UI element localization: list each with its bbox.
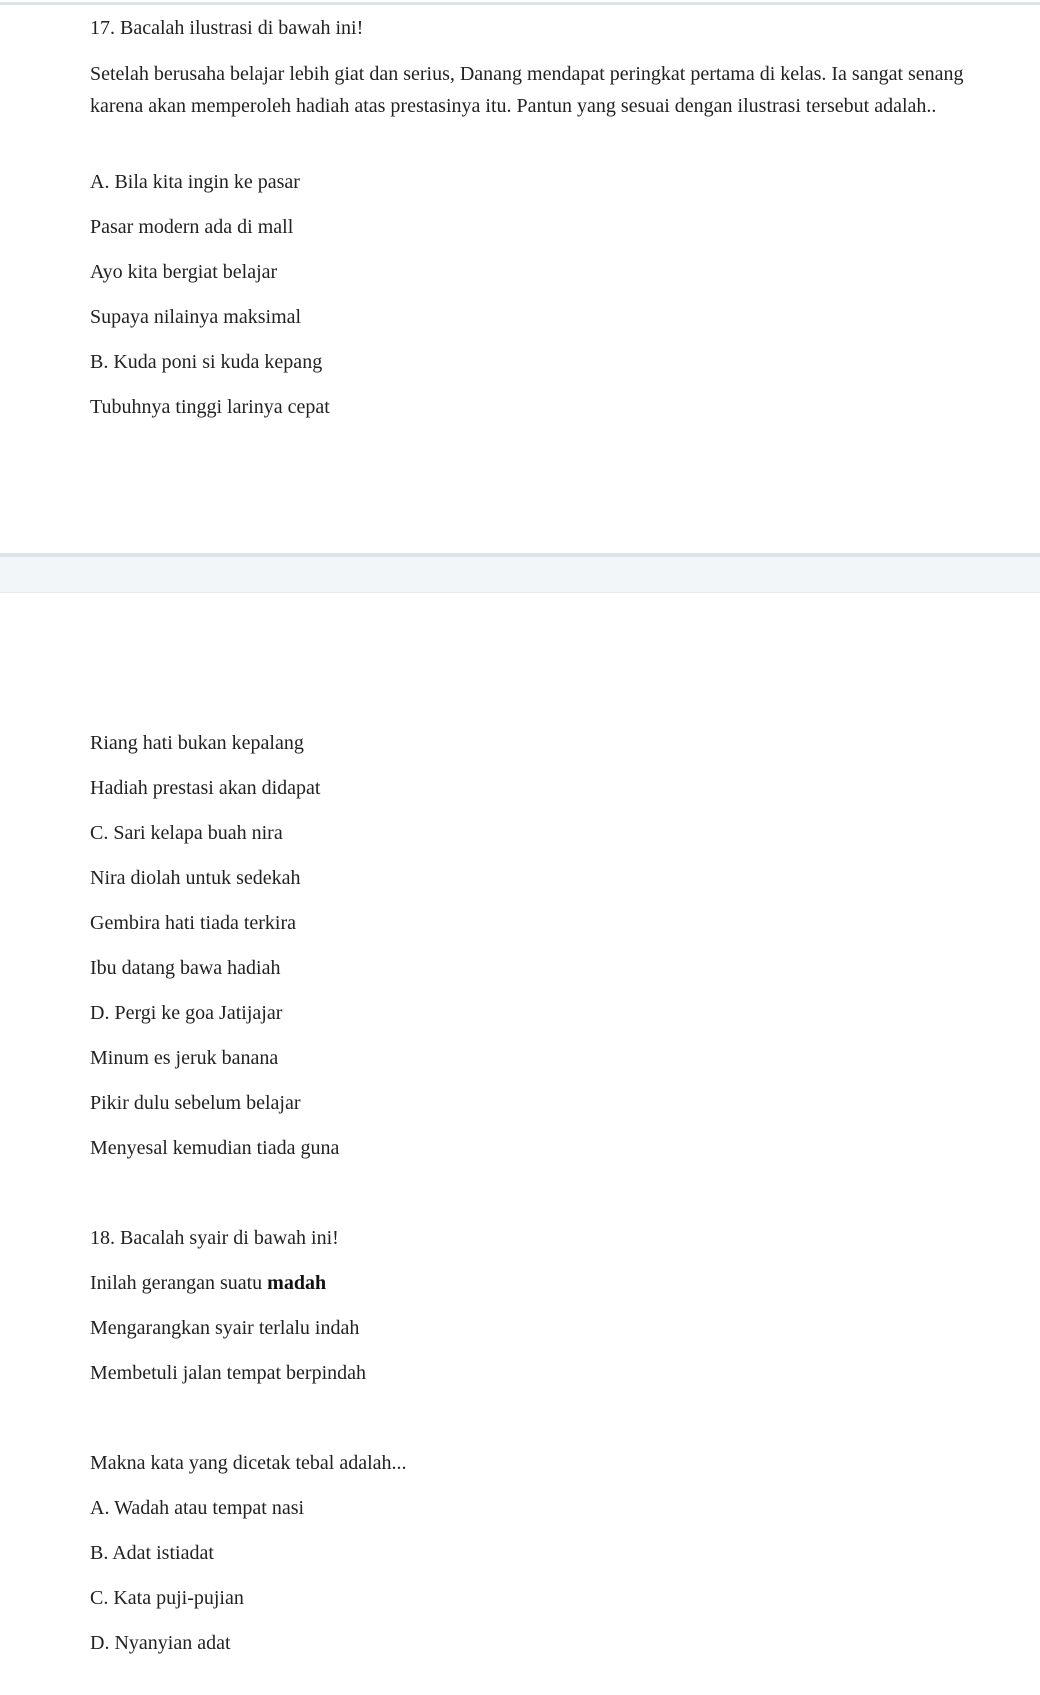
q18-option-a: A. Wadah atau tempat nasi <box>90 1497 305 1519</box>
q18-question: Makna kata yang dicetak tebal adalah... <box>90 1452 407 1474</box>
page-break-band <box>0 553 1040 593</box>
q17-option-c-line4: Ibu datang bawa hadiah <box>90 957 281 979</box>
q17-header: 17. Bacalah ilustrasi di bawah ini! <box>90 17 364 39</box>
top-rule <box>0 2 1040 5</box>
q17-option-c-line3: Gembira hati tiada terkira <box>90 912 297 934</box>
q17-option-b-line2: Tubuhnya tinggi larinya cepat <box>90 396 330 418</box>
q17-option-d-line4: Menyesal kemudian tiada guna <box>90 1137 340 1159</box>
q18-option-c: C. Kata puji-pujian <box>90 1587 244 1609</box>
q17-option-b-line3: Riang hati bukan kepalang <box>90 732 304 754</box>
q18-bold-word: madah <box>267 1272 327 1294</box>
q17-option-d-line2: Minum es jeruk banana <box>90 1047 279 1069</box>
q17-option-c-line2: Nira diolah untuk sedekah <box>90 867 301 889</box>
q17-option-b-line4: Hadiah prestasi akan didapat <box>90 777 321 799</box>
q18-poem-line1 <box>90 1269 326 1297</box>
q18-option-d: D. Nyanyian adat <box>90 1632 231 1654</box>
q17-option-b-line1: B. Kuda poni si kuda kepang <box>90 351 323 373</box>
q18-header: 18. Bacalah syair di bawah ini! <box>90 1227 339 1249</box>
q17-option-a-line3: Ayo kita bergiat belajar <box>90 261 278 283</box>
q17-option-d-line3: Pikir dulu sebelum belajar <box>90 1092 301 1114</box>
q17-option-a-line1: A. Bila kita ingin ke pasar <box>90 171 300 193</box>
q18-poem-line1-text: Inilah gerangan suatu <box>90 1272 263 1294</box>
q17-option-d-line1: D. Pergi ke goa Jatijajar <box>90 1002 283 1024</box>
q17-paragraph: Setelah berusaha belajar lebih giat dan serius, Danang mendapat peringkat pertama di kelas. Ia sangat senang karena akan memperoleh hadiah atas prestasinya itu. Pantun yang sesuai dengan ilustrasi tersebut adalah.. <box>90 63 964 117</box>
q17-option-a-line4: Supaya nilainya maksimal <box>90 306 302 328</box>
q17-option-c-line1: C. Sari kelapa buah nira <box>90 822 283 844</box>
q18-poem-line3: Membetuli jalan tempat berpindah <box>90 1362 367 1384</box>
q17-option-a-line2: Pasar modern ada di mall <box>90 216 294 238</box>
q18-poem-line2: Mengarangkan syair terlalu indah <box>90 1317 360 1339</box>
q18-option-b: B. Adat istiadat <box>90 1542 214 1564</box>
